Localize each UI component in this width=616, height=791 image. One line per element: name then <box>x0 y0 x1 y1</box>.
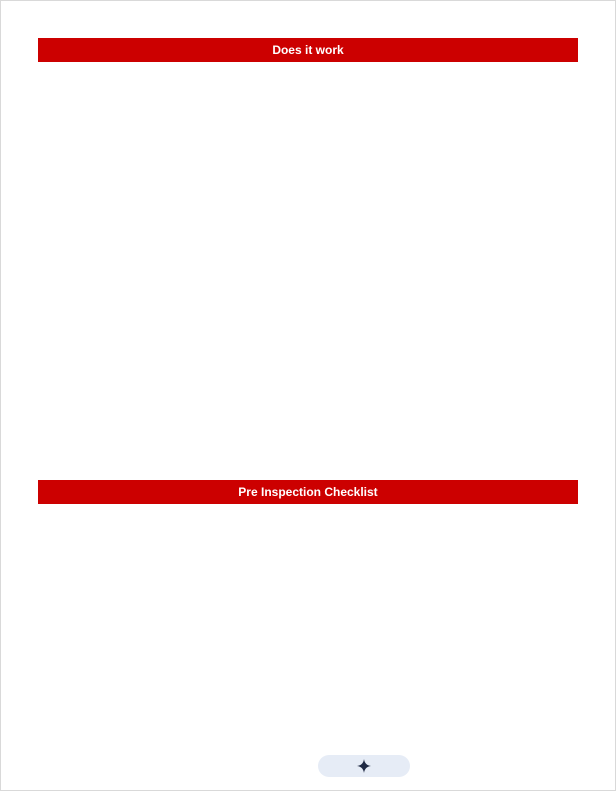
pre-inspection-section <box>38 480 578 504</box>
gemini-sparkle-button[interactable] <box>318 755 410 777</box>
section-header: Pre Inspection Checklist <box>38 480 578 504</box>
section-header: Does it work <box>38 38 578 62</box>
does-it-work-section <box>38 38 578 62</box>
sparkle-icon <box>357 759 371 773</box>
